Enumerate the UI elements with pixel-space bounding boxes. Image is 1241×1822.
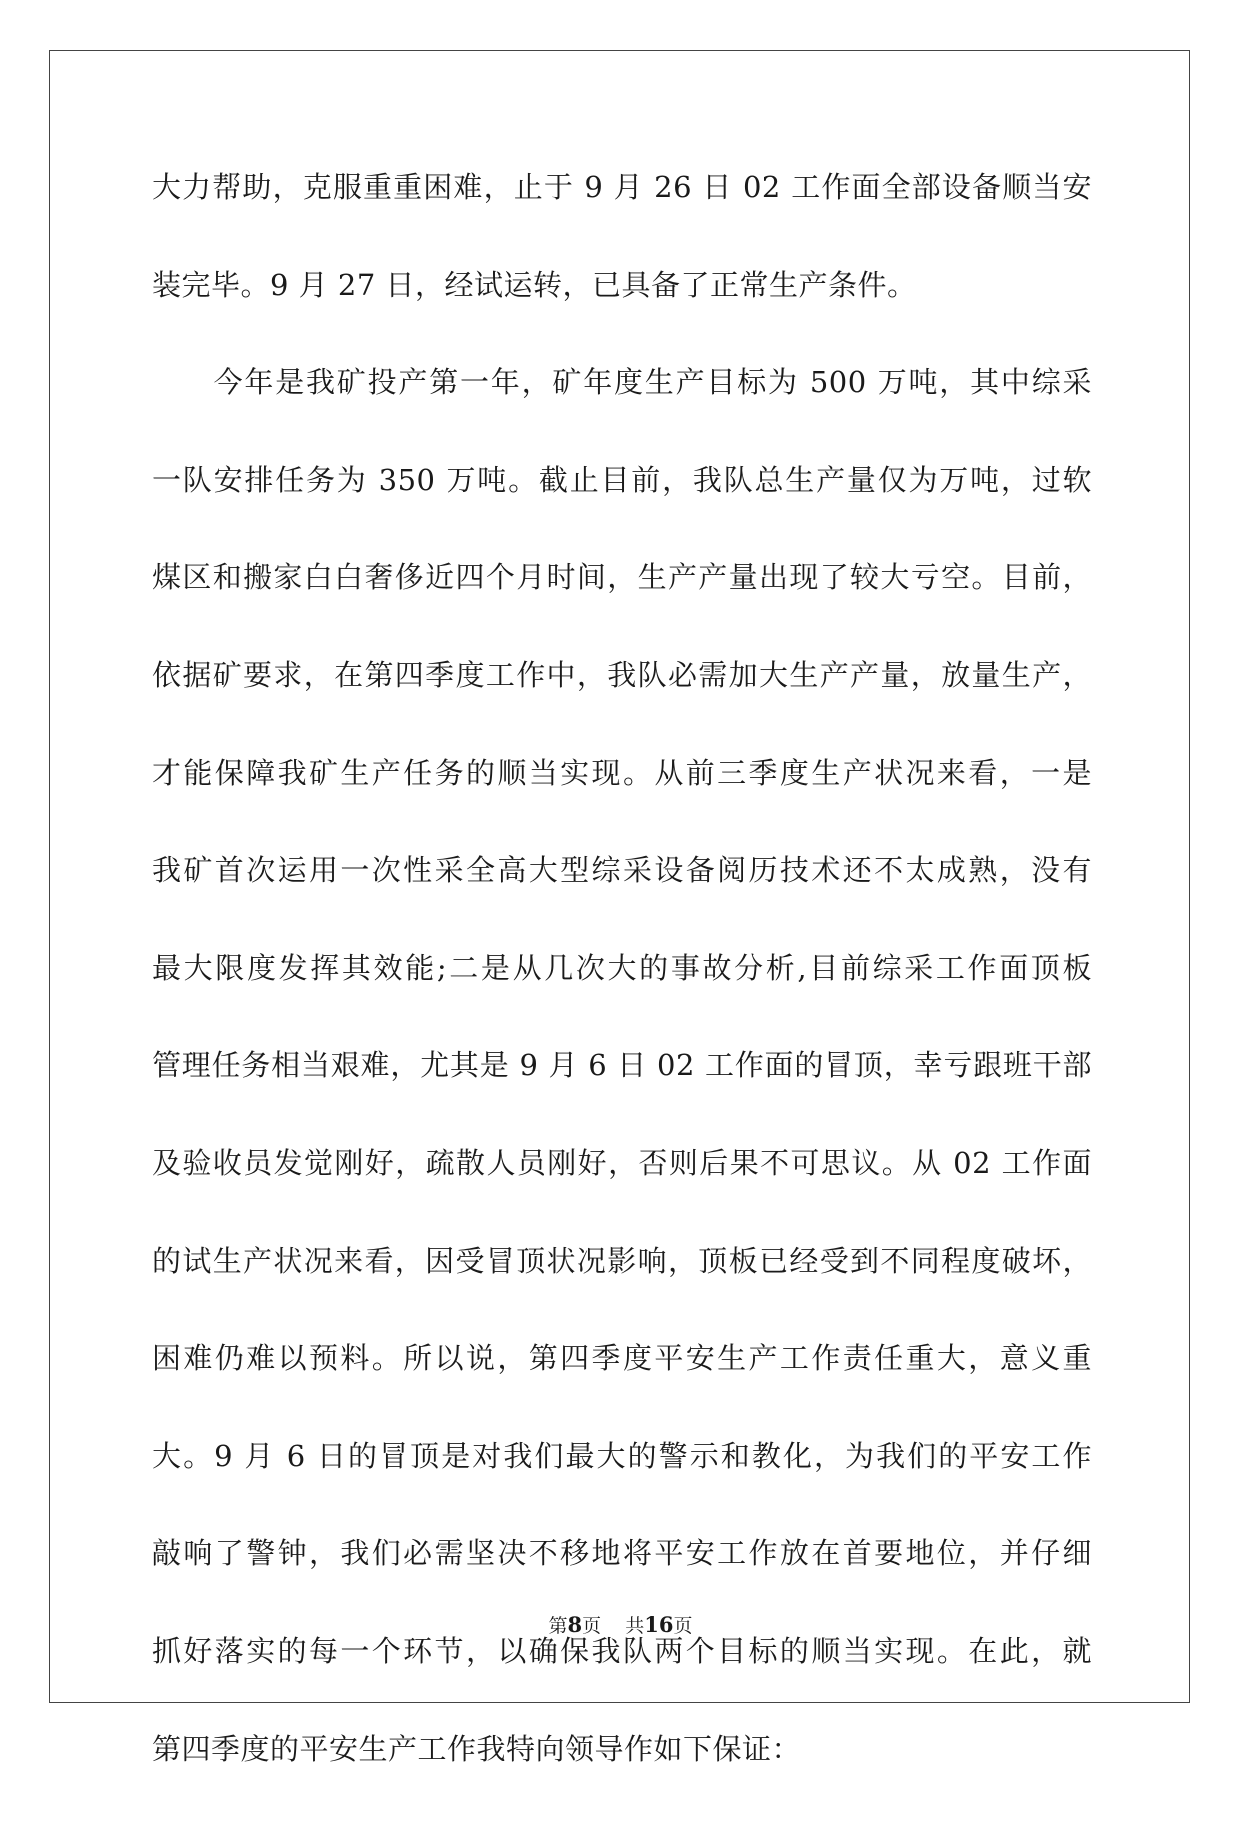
page-prefix: 第 — [549, 1615, 568, 1637]
page-footer — [0, 1613, 1241, 1638]
text-line-15: 敲响了警钟，我们必需坚决不移地将平安工作放在首要地位，并仔细 — [152, 1529, 1092, 1627]
text-line-1: 大力帮助，克服重重困难，止于 9 月 26 日 02 工作面全部设备顺当安 — [152, 163, 1092, 261]
text-line-4: 一队安排任务为 350 万吨。截止目前，我队总生产量仅为万吨，过软 — [152, 456, 1092, 554]
text-line-11: 及验收员发觉刚好，疏散人员刚好，否则后果不可思议。从 02 工作面 — [152, 1139, 1092, 1237]
text-line-12: 的试生产状况来看，因受冒顶状况影响，顶板已经受到不同程度破坏， — [152, 1237, 1092, 1335]
text-line-16: 抓好落实的每一个环节，以确保我队两个目标的顺当实现。在此，就 — [152, 1627, 1092, 1725]
text-line-2: 装完毕。9 月 27 日，经试运转，已具备了正常生产条件。 — [152, 261, 1092, 359]
document-body — [152, 163, 1092, 1822]
total-suffix: 页 — [673, 1615, 692, 1637]
total-pages: 16 — [644, 1612, 673, 1637]
text-line-8: 我矿首次运用一次性采全高大型综采设备阅历技术还不太成熟，没有 — [152, 846, 1092, 944]
text-line-7: 才能保障我矿生产任务的顺当实现。从前三季度生产状况来看，一是 — [152, 749, 1092, 847]
text-line-13: 困难仍难以预料。所以说，第四季度平安生产工作责任重大，意义重 — [152, 1334, 1092, 1432]
page-number: 8 — [568, 1612, 583, 1637]
text-line-17: 第四季度的平安生产工作我特向领导作如下保证： — [152, 1725, 1092, 1822]
text-line-3: 今年是我矿投产第一年，矿年度生产目标为 500 万吨，其中综采 — [152, 358, 1092, 456]
text-line-9: 最大限度发挥其效能;二是从几次大的事故分析,目前综采工作面顶板 — [152, 944, 1092, 1042]
text-line-5: 煤区和搬家白白奢侈近四个月时间，生产产量出现了较大亏空。目前， — [152, 553, 1092, 651]
text-line-10: 管理任务相当艰难，尤其是 9 月 6 日 02 工作面的冒顶，幸亏跟班干部 — [152, 1041, 1092, 1139]
total-prefix: 共 — [625, 1615, 644, 1637]
text-line-14: 大。9 月 6 日的冒顶是对我们最大的警示和教化，为我们的平安工作 — [152, 1432, 1092, 1530]
text-line-6: 依据矿要求，在第四季度工作中，我队必需加大生产产量，放量生产， — [152, 651, 1092, 749]
page-suffix: 页 — [582, 1615, 601, 1637]
